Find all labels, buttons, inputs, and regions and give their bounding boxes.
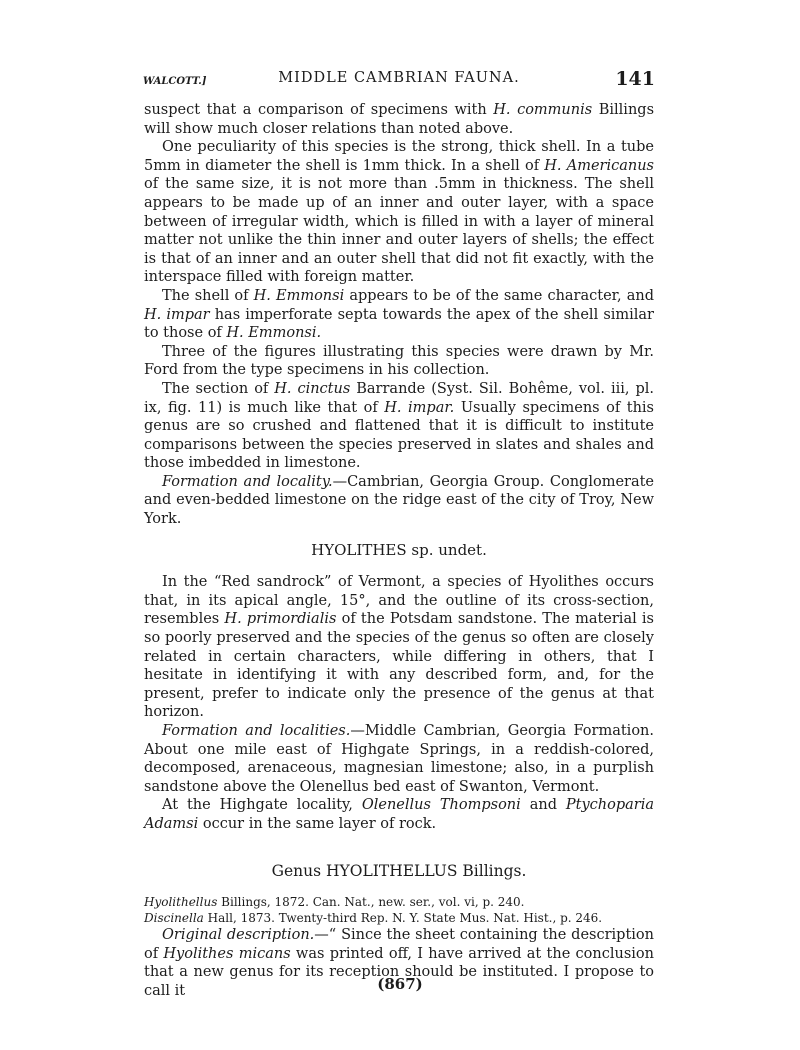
running-header [143, 68, 655, 94]
paragraph: Formation and locality.—Cambrian, Georgia Group. Conglomerate and even-bedded limestone on the ridge east of the city of Troy, New York. [144, 473, 655, 528]
synonymy-line: Hyolithellus Billings, 1872. Can. Nat., new. ser., vol. vi, p. 240. [144, 895, 525, 910]
paragraph: Three of the figures illustrating this species were drawn by Mr. Ford from the type specimens in his collection. [144, 343, 654, 379]
paragraph: In the “Red sandrock” of Vermont, a species of Hyolithes occurs that, in its apical angle, 15°, and the outline of its cross-section, resembles H. primordialis of the Potsdam sandstone. The material is so poorly preserved and the species of the genus so often are closely related in certain characters, while differing in others, that I hesitate in identifying it with any described form, and, for the present, prefer to indicate only the presence of the genus at that horizon. [144, 574, 654, 721]
paragraph: At the Highgate locality, Olenellus Thompsoni and Ptychoparia Adamsi occur in the same layer of rock. [144, 797, 655, 832]
paragraph: One peculiarity of this species is the strong, thick shell. In a tube 5mm in diameter the shell is 1mm thick. In a shell of H. Americanus of the same size, it is not more than .5mm in thickness. The shell appears to be made up of an inner and outer layer, with a space between of irregular width, which is filled in with a layer of mineral matter not unlike the thin inner and outer layers of shells; the effect is that of an inner and an outer shell that did not fit exactly, with the interspace filled with foreign matter. [144, 139, 654, 286]
paragraph: The section of H. cinctus Barrande (Syst. Sil. Bohême, vol. iii, pl. ix, fig. 11) is much like that of H. impar. Usually specimens of this genus are so crushed and flattened that it is difficult to institute comparisons between the species preserved in slates and shales and those imbedded in limestone. [144, 380, 654, 472]
page-body [144, 101, 654, 1001]
header-title: MIDDLE CAMBRIAN FAUNA. [278, 70, 520, 86]
section-heading: HYOLITHES sp. undet. [311, 540, 487, 559]
genus-heading: Genus HYOLITHELLUS Billings. [271, 861, 527, 880]
paragraph: Original description.—“ Since the sheet containing the description of Hyolithes micans was printed off, I have arrived at the conclusion that a new genus for its reception should be instituted. I propose to call it [144, 927, 654, 999]
header-page-number: 141 [615, 68, 655, 90]
paragraph: The shell of H. Emmonsi appears to be of the same character, and H. impar has imperforate septa towards the apex of the shell similar to those of H. Emmonsi. [144, 287, 654, 342]
synonymy-line: Discinella Hall, 1873. Twenty-third Rep. N. Y. State Mus. Nat. Hist., p. 246. [144, 911, 603, 926]
header-author: WALCOTT.] [143, 76, 207, 87]
paragraph: Formation and localities.—Middle Cambrian, Georgia Formation. About one mile east of Highgate Springs, in a reddish-colored, decomposed, arenaceous, magnesian limestone; also, in a purplish sandstone above the Olenellus bed east of Swanton, Vermont. [144, 723, 654, 795]
footer-page-code: (867) [377, 975, 423, 993]
paragraph: suspect that a comparison of specimens with H. communis Billings will show much closer relations than noted above. [144, 102, 655, 137]
